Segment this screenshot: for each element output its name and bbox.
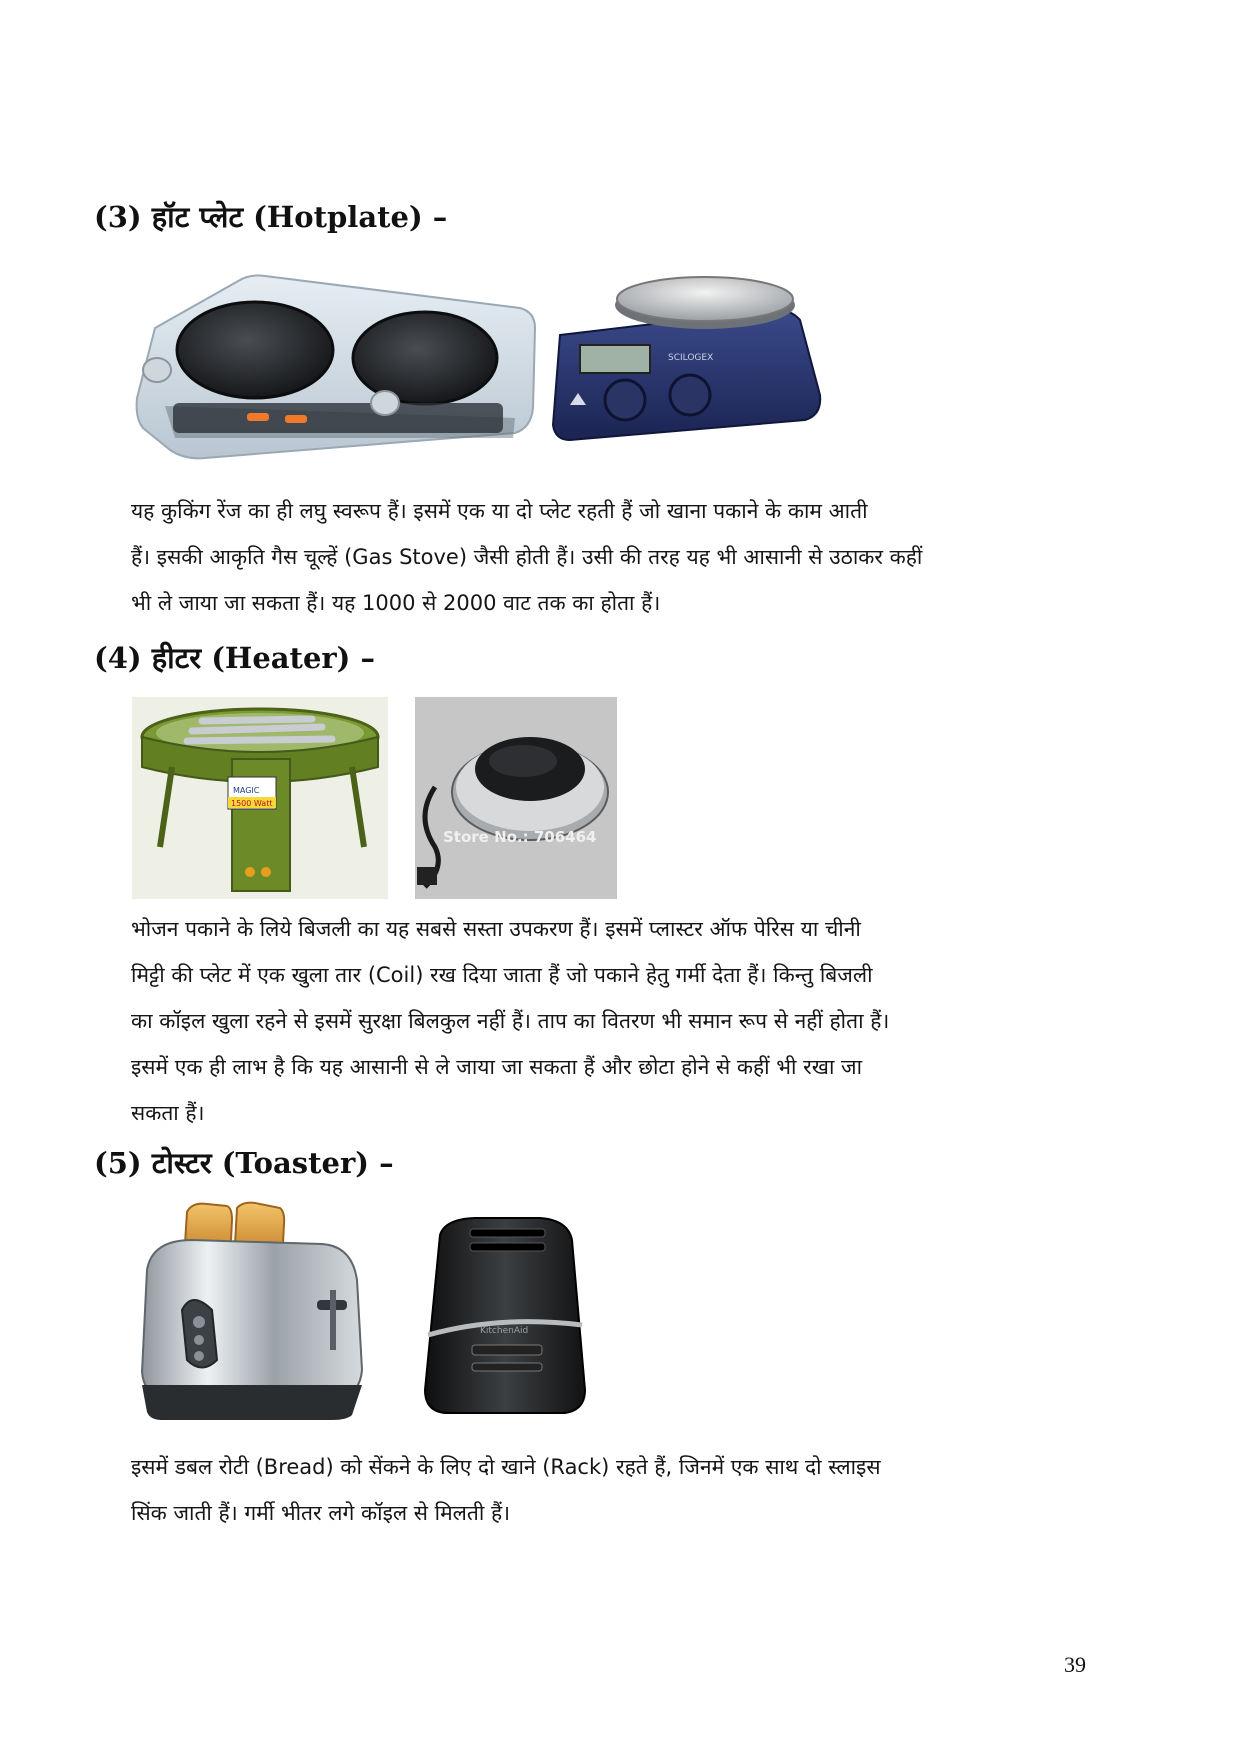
- lab-hotplate-stirrer-icon: [550, 275, 830, 445]
- double-hotplate-icon: [135, 268, 540, 468]
- black-toaster-brand: KitchenAid: [480, 1326, 529, 1336]
- black-toaster-icon: [420, 1215, 590, 1420]
- electric-single-plate-heater-icon: [415, 697, 617, 899]
- paragraph-line: भोजन पकाने के लिये बिजली का यह सबसे सस्ता उपकरण हैं। इसमें प्लास्टर ऑफ पेरिस या चीनी: [131, 917, 861, 941]
- black-toaster-image: [420, 1215, 590, 1420]
- section-heading-hotplate: (3) हॉट प्लेट (Hotplate) –: [94, 200, 448, 234]
- store-watermark: Store No.: 706464: [443, 828, 597, 846]
- single-plate-heater-image: [415, 697, 617, 899]
- heater-watt-label: 1500 Watt: [231, 799, 273, 808]
- lab-hotplate-image: [550, 275, 830, 445]
- paragraph-line: यह कुकिंग रेंज का ही लघु स्वरूप हैं। इसमें एक या दो प्लेट रहती हैं जो खाना पकाने के काम आती: [131, 499, 868, 523]
- page-number: 39: [1064, 1652, 1086, 1677]
- paragraph-hotplate: [131, 488, 1097, 626]
- paragraph-line: इसमें एक ही लाभ है कि यह आसानी से ले जाया जा सकता हैं और छोटा होने से कहीं भी रखा जा: [131, 1055, 863, 1079]
- paragraph-line: का कॉइल खुला रहने से इसमें सुरक्षा बिलकुल नहीं हैं। ताप का वितरण भी समान रूप से नहीं होता हैं।: [131, 1009, 890, 1033]
- coil-heater-icon: [132, 697, 388, 899]
- paragraph-line: हैं। इसकी आकृति गैस चूल्हें (Gas Stove) जैसी होती हैं। उसी की तरह यह भी आसानी से उठाकर कहीं: [131, 545, 923, 569]
- chrome-toaster-icon: [132, 1200, 372, 1422]
- section-heading-toaster: (5) टोस्टर (Toaster) –: [94, 1146, 394, 1180]
- section-heading-heater: (4) हीटर (Heater) –: [94, 641, 376, 675]
- heater-brand: MAGIC: [233, 786, 260, 795]
- lab-hotplate-brand: SCILOGEX: [668, 353, 714, 363]
- paragraph-heater: [131, 906, 1097, 1136]
- paragraph-line: सकता हैं।: [131, 1101, 205, 1125]
- paragraph-toaster: [131, 1444, 1097, 1536]
- chrome-toaster-image: [132, 1200, 372, 1422]
- paragraph-line: इसमें डबल रोटी (Bread) को सेंकने के लिए दो खाने (Rack) रहते हैं, जिनमें एक साथ दो स्लाइस: [131, 1455, 881, 1479]
- paragraph-line: भी ले जाया जा सकता हैं। यह 1000 से 2000 वाट तक का होता हैं।: [131, 591, 661, 615]
- coil-heater-image: [132, 697, 388, 899]
- double-hotplate-image: [135, 268, 540, 468]
- paragraph-line: मिट्टी की प्लेट में एक खुला तार (Coil) रख दिया जाता हैं जो पकाने हेतु गर्मी देता हैं। किन्तु बिजली: [131, 963, 873, 987]
- paragraph-line: सिंक जाती हैं। गर्मी भीतर लगे कॉइल से मिलती हैं।: [131, 1501, 511, 1525]
